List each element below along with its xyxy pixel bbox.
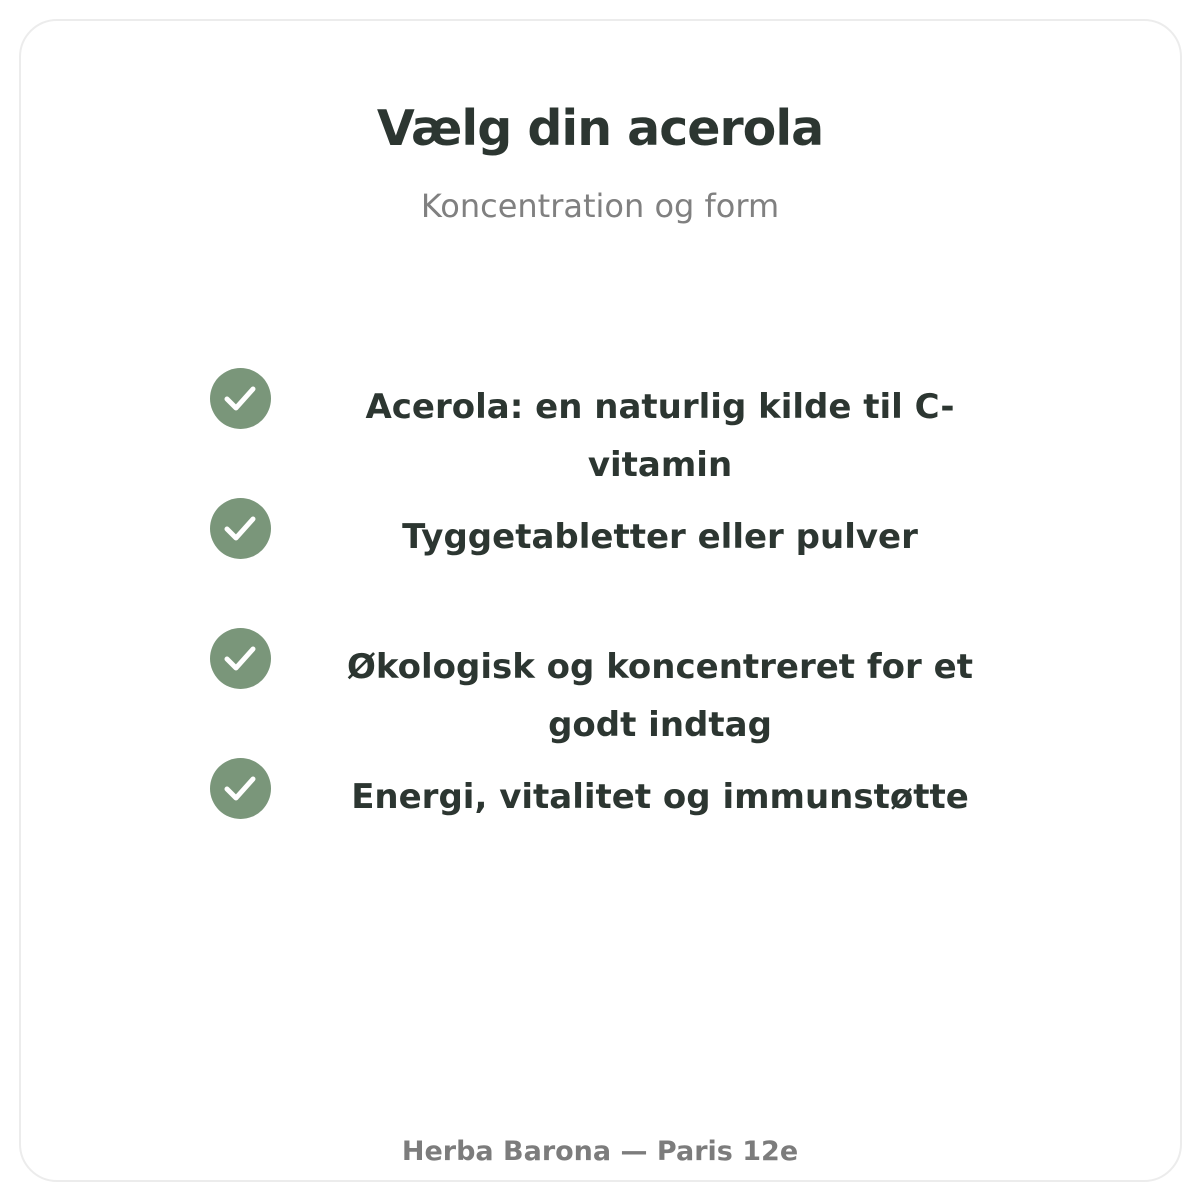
feature-text: Energi, vitalitet og immunstøtte [351, 777, 969, 817]
page-title: Vælg din acerola [376, 100, 824, 157]
page-subtitle: Koncentration og form [420, 187, 780, 225]
feature-text: Økologisk og koncentreret for et godt indtag [347, 647, 973, 745]
feature-text: Acerola: en naturlig kilde til C-vitamin [365, 387, 955, 485]
check-circle-icon [210, 758, 271, 819]
feature-item [0, 758, 1200, 888]
feature-text: Tyggetabletter eller pulver [402, 517, 918, 557]
feature-item [0, 628, 1200, 758]
check-circle-icon [210, 498, 271, 559]
footer-text: Herba Barona — Paris 12e [401, 1136, 799, 1167]
feature-item [0, 498, 1200, 628]
check-circle-icon [210, 368, 271, 429]
check-circle-icon [210, 628, 271, 689]
feature-item [0, 368, 1200, 498]
